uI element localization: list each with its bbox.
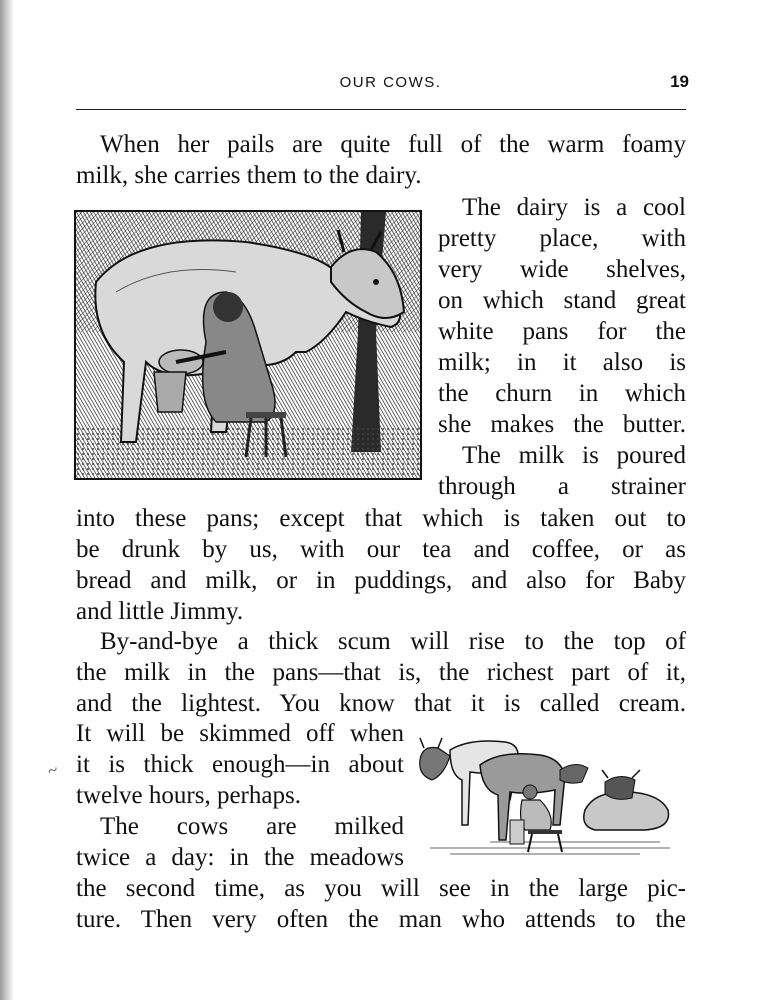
text-line: be drunk by us, with our tea and coffee, or as xyxy=(76,536,686,563)
text-line: it is thick enough—in about xyxy=(76,751,404,778)
man-milking-cows-meadow-illustration xyxy=(410,730,686,862)
text-line: the second time, as you will see in the large pic- xyxy=(76,875,686,902)
text-line: on which stand great xyxy=(438,287,686,314)
text-line: and the lightest. You know that it is called cream. xyxy=(76,690,686,717)
text-line: When her pails are quite full of the warm foamy xyxy=(100,131,686,158)
text-line: By-and-bye a thick scum will rise to the top of xyxy=(100,628,686,655)
text-line: milk; in it also is xyxy=(438,349,686,376)
page-number: 19 xyxy=(670,72,689,91)
page-gutter-shadow xyxy=(0,0,14,1000)
text-line: very wide shelves, xyxy=(438,256,686,283)
margin-pencil-mark: ~ xyxy=(44,758,61,782)
running-title: OUR COWS. xyxy=(339,74,442,91)
text-line: The milk is poured xyxy=(462,442,686,469)
text-line: she makes the butter. xyxy=(438,411,686,438)
girl-milking-cow-illustration xyxy=(74,210,422,480)
text-line: bread and milk, or in puddings, and also for Baby xyxy=(76,567,686,594)
running-head xyxy=(0,72,781,94)
text-line: The dairy is a cool xyxy=(462,194,686,221)
text-line: twice a day: in the meadows xyxy=(76,844,404,871)
text-line: pretty place, with xyxy=(438,225,686,252)
header-rule xyxy=(76,109,686,110)
text-line: the milk in the pans—that is, the richest part of it, xyxy=(76,659,686,686)
text-line: into these pans; except that which is taken out to xyxy=(76,505,686,532)
text-line: and little Jimmy. xyxy=(76,598,244,625)
text-line: the churn in which xyxy=(438,380,686,407)
text-line: white pans for the xyxy=(438,318,686,345)
text-line: twelve hours, perhaps. xyxy=(76,782,301,809)
text-line: milk, she carries them to the dairy. xyxy=(76,162,422,189)
text-line: It will be skimmed off when xyxy=(76,720,404,747)
text-line: through a strainer xyxy=(438,473,686,500)
text-line: ture. Then very often the man who attends to the xyxy=(76,906,686,933)
text-line: The cows are milked xyxy=(100,813,404,840)
